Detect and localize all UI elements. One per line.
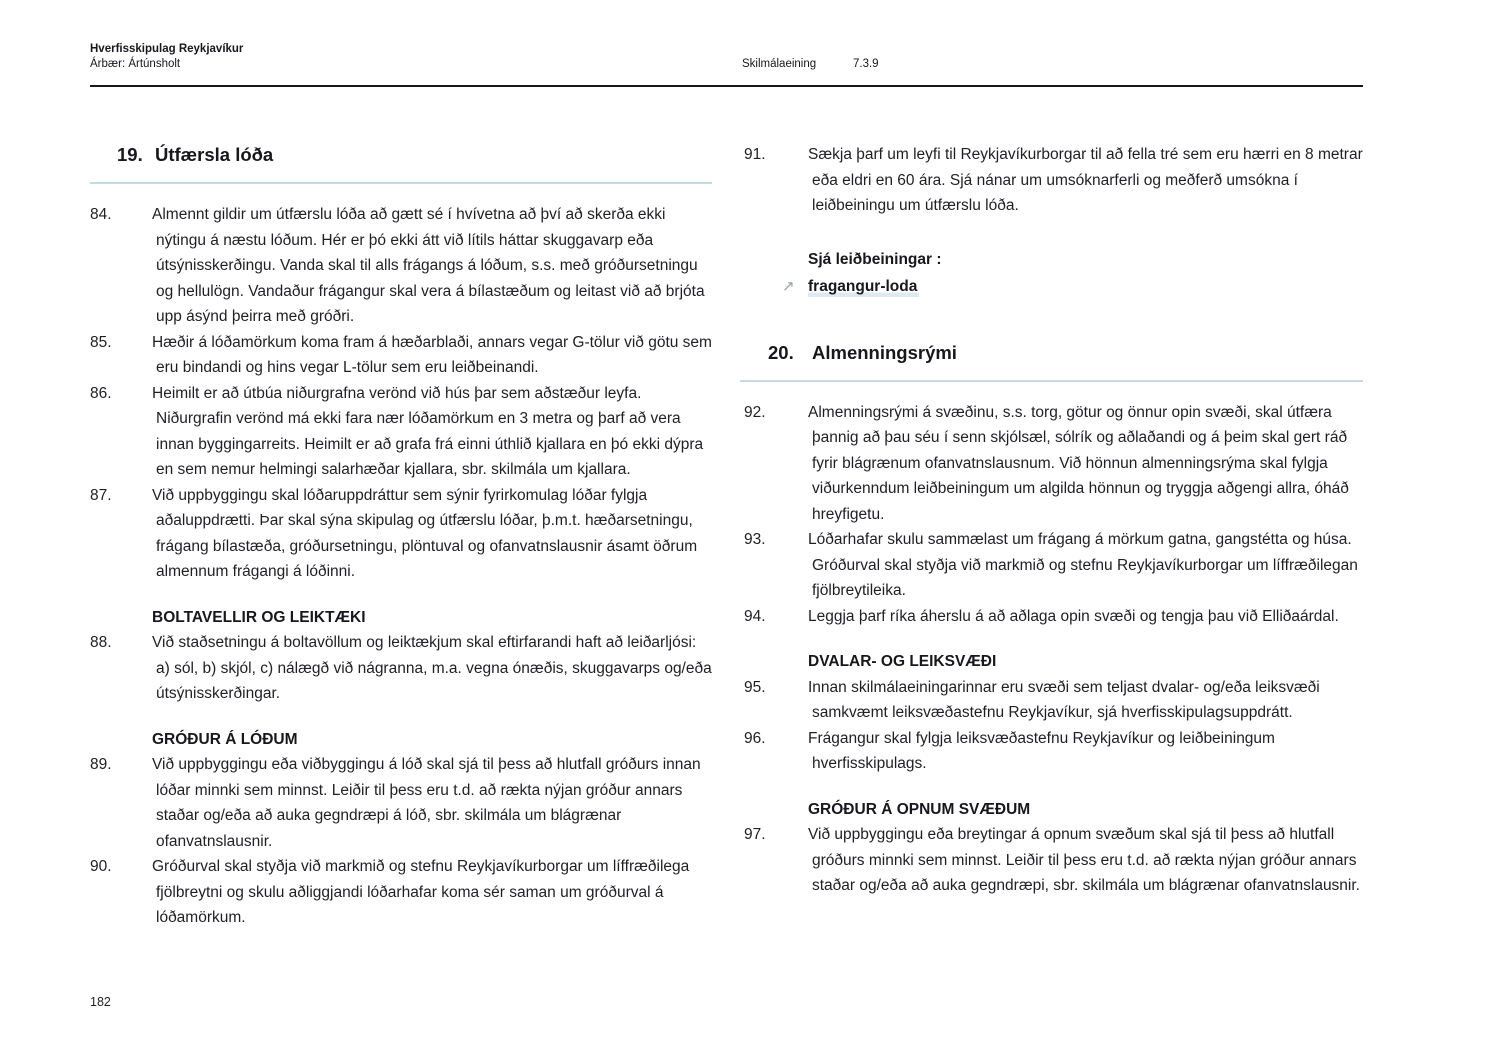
clause-number: 87. bbox=[90, 486, 112, 504]
clause-92 bbox=[740, 400, 1363, 528]
clause-94 bbox=[740, 604, 1363, 630]
subheading-grodur-a-opnum-svaedum: GRÓÐUR Á OPNUM SVÆÐUM bbox=[808, 800, 1031, 818]
clause-number: 92. bbox=[744, 403, 766, 421]
clause-number: 89. bbox=[90, 756, 112, 773]
clause-number: 97. bbox=[744, 826, 766, 843]
clause-number: 95. bbox=[744, 678, 766, 696]
clause-text: Við uppbyggingu eða breytingar á opnum svæðum skal sjá til þess að hlutfall gróðurs minnki sem minnst. Leiðir til þess eru t.d. að rækta nýjan gróður annars staðar og/eða að auka gegndræpi, sbr. skilmála um blágrænar ofanvatnslausnir. bbox=[808, 826, 1360, 894]
clause-85 bbox=[90, 330, 712, 381]
header-divider bbox=[90, 85, 1363, 87]
clause-86 bbox=[90, 381, 712, 483]
clause-number: 85. bbox=[90, 333, 112, 351]
clause-95 bbox=[740, 675, 1363, 726]
clause-list bbox=[740, 400, 1363, 899]
section-divider bbox=[740, 380, 1363, 382]
guidance-block bbox=[740, 247, 1363, 300]
clause-number: 90. bbox=[90, 858, 112, 875]
clause-text: Sækja þarf um leyfi til Reykjavíkurborgar til að fella tré sem eru hærri en 8 metrar eða eldri en 60 ára. Sjá nánar um umsóknarferli og meðferð umsókna í leiðbeiningu um útfærslu lóða. bbox=[808, 146, 1363, 214]
left-column bbox=[90, 142, 712, 931]
clause-number: 96. bbox=[744, 729, 766, 747]
clause-number: 91. bbox=[744, 146, 766, 163]
section-title: Útfærsla lóða bbox=[155, 144, 274, 165]
meta-label: Skilmálaeining bbox=[742, 58, 817, 70]
clause-text: Lóðarhafar skulu sammælast um frágang á mörkum gatna, gangstétta og húsa. Gróðurval skal styðja við markmið og stefnu Reykjavíkurborgar um líffræðilegan fjölbreytileika. bbox=[808, 531, 1358, 599]
clause-text: Við uppbyggingu eða viðbyggingu á lóð skal sjá til þess að hlutfall gróðurs innan lóðar minnki sem minnst. Leiðir til þess eru t.d. að rækta nýjan gróður annars staðar og/eða að auka gegndræpi á lóð, sbr. skilmála um blágrænar ofanvatnslausnir. bbox=[152, 756, 701, 850]
clause-97 bbox=[740, 822, 1363, 899]
clause-text: Við staðsetningu á boltavöllum og leiktækjum skal eftirfarandi haft að leiðarljósi: a) sól, b) skjól, c) nálægð við nágranna, m.a. vegna ónæðis, skuggavarps og/eða útsýnisskerðingar. bbox=[152, 634, 712, 702]
guidance-label: Sjá leiðbeiningar : bbox=[808, 250, 942, 268]
clause-text: Innan skilmálaeiningarinnar eru svæði sem teljast dvalar- og/eða leiksvæði samkvæmt leiksvæðastefnu Reykjavíkur, sjá hverfisskipulagsuppdrátt. bbox=[808, 678, 1320, 721]
clause-89 bbox=[90, 752, 712, 854]
section-number: 19. bbox=[117, 144, 143, 165]
clause-number: 93. bbox=[744, 531, 766, 548]
clause-84 bbox=[90, 202, 712, 330]
guidance-link-fragangur-loda[interactable]: fragangur-loda bbox=[808, 277, 918, 295]
section-heading-20 bbox=[740, 340, 1363, 366]
clause-number: 88. bbox=[90, 634, 112, 651]
section-title: Almenningsrými bbox=[812, 341, 957, 363]
guidance-link-row bbox=[782, 274, 1363, 300]
clause-number: 86. bbox=[90, 384, 112, 402]
clause-list bbox=[90, 202, 712, 931]
subheading-dvalar-og-leiksvaedi: DVALAR- OG LEIKSVÆÐI bbox=[808, 653, 997, 670]
clause-text: Heimilt er að útbúa niðurgrafna verönd við hús þar sem aðstæður leyfa. Niðurgrafin verönd má ekki fara nær lóðamörkum en 3 metra og þarf að vera innan byggingarreits. Heimilt er að grafa frá einni úthlið kjallara en þó ekki dýpra en sem nemur helmingi salarhæðar kjallara, sbr. skilmála um kjallara. bbox=[152, 384, 704, 478]
clause-96 bbox=[740, 726, 1363, 777]
clause-list bbox=[740, 142, 1363, 219]
document-header bbox=[90, 42, 243, 72]
section-divider bbox=[90, 182, 712, 184]
clause-text: Leggja þarf ríka áherslu á að aðlaga opin svæði og tengja þau við Elliðaárdal. bbox=[808, 607, 1339, 625]
clause-number: 94. bbox=[744, 607, 766, 625]
clause-text: Við uppbyggingu skal lóðaruppdráttur sem sýnir fyrirkomulag lóðar fylgja aðaluppdrætti. Þar skal sýna skipulag og útfærslu lóðar, þ.m.t. hæðarsetningu, frágang bílastæða, gróðursetningu, plöntuval og ofanvatnslausnir ásamt öðrum almennum frágangi á lóðinni. bbox=[152, 486, 698, 580]
clause-text: Almenningsrými á svæðinu, s.s. torg, götur og önnur opin svæði, skal útfæra þannig að þau séu í senn skjólsæl, sólrík og aðlaðandi og á þeim skal gert ráð fyrir blágrænum ofanvatnslausnum. Við hönnun almenningsrýma skal fylgja viðurkenndum leiðbeiningum um algilda hönnun og tryggja aðgengi allra, óháð hreyfigetu. bbox=[808, 403, 1349, 523]
clause-text: Gróðurval skal styðja við markmið og stefnu Reykjavíkurborgar um líffræðilega fjölbreytni og skulu aðliggjandi lóðarhafar koma sér saman um gróðurval á lóðamörkum. bbox=[152, 858, 690, 926]
section-heading-19 bbox=[90, 142, 712, 168]
page-number: 182 bbox=[90, 995, 111, 1009]
clause-text: Hæðir á lóðamörkum koma fram á hæðarblaði, annars vegar G-tölur við götu sem eru bindandi og hins vegar L-tölur sem eru leiðbeinandi. bbox=[152, 333, 712, 376]
subheading-grodur-a-lodum: GRÓÐUR Á LÓÐUM bbox=[152, 730, 298, 748]
meta-value: 7.3.9 bbox=[853, 58, 879, 70]
clause-text: Almennt gildir um útfærslu lóða að gætt sé í hvívetna að því að skerða ekki nýtingu á næstu lóðum. Hér er þó ekki átt við lítils háttar skuggavarp eða útsýnisskerðingu. Vanda skal til alls frágangs á lóðum, s.s. með gróðursetningu og hellulögn. Vandaður frágangur skal vera á bílastæðum og leitast við að brjóta upp ásýnd þeirra með gróðri. bbox=[152, 206, 705, 325]
right-column bbox=[740, 142, 1363, 931]
clause-text: Frágangur skal fylgja leiksvæðastefnu Reykjavíkur og leiðbeiningum hverfisskipulags. bbox=[808, 729, 1275, 772]
external-link-arrow-icon[interactable]: ↗ bbox=[782, 277, 795, 295]
document-subtitle: Árbær: Ártúnsholt bbox=[90, 58, 181, 70]
clause-93 bbox=[740, 527, 1363, 604]
clause-87 bbox=[90, 483, 712, 585]
section-20-wrap bbox=[740, 340, 1363, 899]
clause-91 bbox=[740, 142, 1363, 219]
document-title: Hverfisskipulag Reykjavíkur bbox=[90, 43, 244, 55]
header-meta bbox=[742, 57, 1142, 72]
content-columns bbox=[90, 142, 1363, 931]
subheading-boltavellir: BOLTAVELLIR OG LEIKTÆKI bbox=[152, 608, 366, 626]
clause-number: 84. bbox=[90, 206, 112, 223]
clause-90 bbox=[90, 854, 712, 931]
section-number: 20. bbox=[768, 341, 794, 363]
clause-88 bbox=[90, 630, 712, 707]
